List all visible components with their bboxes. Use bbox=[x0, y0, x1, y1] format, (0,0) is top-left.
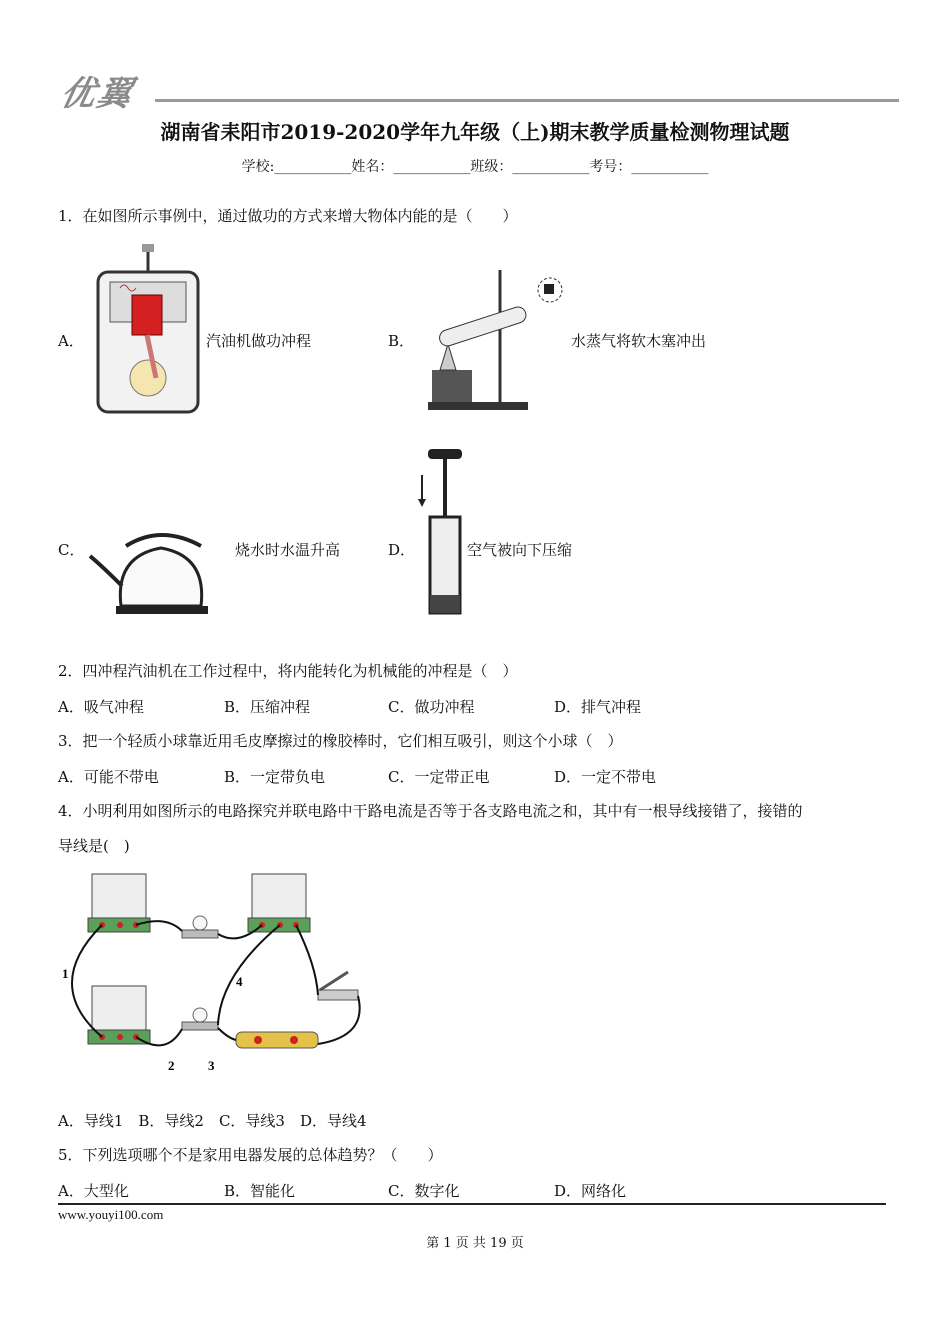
q5-option-c: C．数字化 bbox=[388, 1182, 460, 1200]
wire-label-2: 2 bbox=[168, 1058, 175, 1073]
battery-pack bbox=[236, 1032, 318, 1048]
bulb-top bbox=[182, 916, 218, 938]
bulb-bottom bbox=[182, 1008, 218, 1030]
engine-illustration bbox=[90, 240, 205, 425]
circuit-illustration bbox=[58, 868, 368, 1078]
q2-option-c: C．做功冲程 bbox=[388, 698, 475, 716]
q2-option-a: A．吸气冲程 bbox=[58, 698, 144, 716]
question-5-stem: 5．下列选项哪个不是家用电器发展的总体趋势？（ ） bbox=[58, 1146, 443, 1164]
ammeter-bottom-left bbox=[88, 986, 150, 1044]
question-1-stem: 1．在如图所示事例中，通过做功的方式来增大物体内能的是（ ） bbox=[58, 207, 518, 225]
q1-option-c-letter: C． bbox=[58, 541, 85, 559]
q1-option-c-text: 烧水时水温升高 bbox=[235, 541, 341, 559]
ammeter-top-right bbox=[248, 874, 310, 932]
q4-options: A．导线1 B．导线2 C．导线3 D．导线4 bbox=[58, 1112, 367, 1130]
q3-option-b: B．一定带负电 bbox=[224, 768, 326, 786]
question-4-stem-line1: 4．小明利用如图所示的电路探究并联电路中干路电流是否等于各支路电流之和，其中有一根导线接错了，接错的 bbox=[58, 802, 803, 820]
air-compression-illustration bbox=[416, 445, 466, 620]
header-rule bbox=[155, 99, 899, 102]
question-3-stem: 3．把一个轻质小球靠近用毛皮摩擦过的橡胶棒时，它们相互吸引，则这个小球（ ） bbox=[58, 732, 623, 750]
question-2-stem: 2．四冲程汽油机在工作过程中，将内能转化为机械能的冲程是（ ） bbox=[58, 662, 518, 680]
kettle-illustration bbox=[86, 526, 231, 621]
q3-option-d: D．一定不带电 bbox=[554, 768, 657, 786]
q1-option-d-text: 空气被向下压缩 bbox=[467, 541, 573, 559]
footer-rule bbox=[58, 1203, 886, 1205]
q1-option-a-letter: A． bbox=[58, 332, 84, 350]
q1-option-d-letter: D． bbox=[388, 541, 416, 559]
wire-label-3: 3 bbox=[208, 1058, 215, 1073]
wire-label-1: 1 bbox=[62, 966, 69, 981]
q5-option-d: D．网络化 bbox=[554, 1182, 627, 1200]
q5-option-b: B．智能化 bbox=[224, 1182, 296, 1200]
q1-option-b-text: 水蒸气将软木塞冲出 bbox=[571, 332, 707, 350]
page-number: 第 1 页 共 19 页 bbox=[426, 1236, 524, 1251]
q1-option-a-text: 汽油机做功冲程 bbox=[206, 332, 312, 350]
q3-option-a: A．可能不带电 bbox=[58, 768, 159, 786]
youyi-logo: 优翼 bbox=[57, 75, 138, 113]
test-tube-illustration bbox=[418, 262, 573, 422]
q1-option-b-letter: B． bbox=[388, 332, 415, 350]
student-info-line: 学校:___________姓名：___________班级：___________考号：___________ bbox=[241, 159, 709, 175]
switch bbox=[318, 972, 358, 1000]
q5-option-a: A．大型化 bbox=[58, 1182, 129, 1200]
q3-option-c: C．一定带正电 bbox=[388, 768, 490, 786]
q2-option-b: B．压缩冲程 bbox=[224, 698, 311, 716]
question-4-stem-line2: 导线是( ) bbox=[58, 837, 130, 855]
footer-url[interactable]: www.youyi100.com bbox=[58, 1207, 164, 1222]
page-title: 湖南省耒阳市2019-2020学年九年级（上)期末教学质量检测物理试题 bbox=[160, 120, 790, 144]
q2-option-d: D．排气冲程 bbox=[554, 698, 642, 716]
wire-label-4: 4 bbox=[236, 974, 243, 989]
